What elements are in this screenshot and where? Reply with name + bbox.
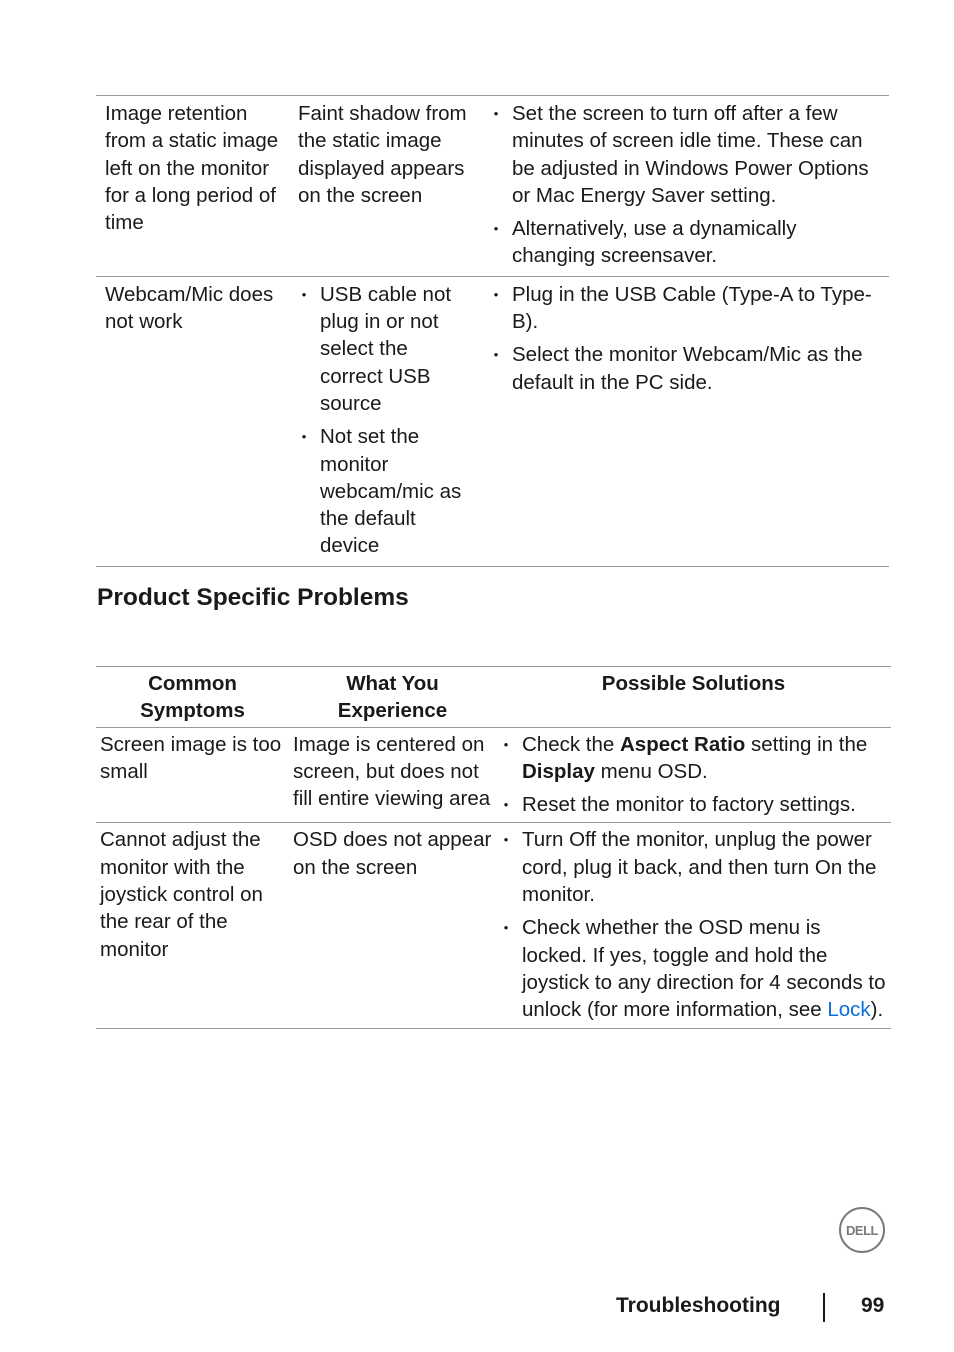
- column-header-symptoms: Common Symptoms: [140, 672, 245, 723]
- experience-cell: OSD does not appear on the screen: [293, 828, 492, 879]
- solutions-cell: [496, 823, 891, 1028]
- symptom-cell: Screen image is too small: [100, 732, 282, 783]
- dell-logo: [839, 1207, 885, 1253]
- symptom-cell: Image retention from a static image left on the monitor for a long period of time: [105, 102, 279, 235]
- list-item: • Alternatively, use a dynamically changing screensaver.: [490, 215, 881, 270]
- bullet-icon: •: [493, 347, 499, 363]
- bullet-icon: •: [503, 797, 509, 813]
- bullet-icon: •: [503, 832, 509, 848]
- solutions-cell: [496, 727, 891, 823]
- solutions-cell: [481, 96, 889, 277]
- bullet-icon: •: [503, 736, 509, 752]
- table-row: [96, 96, 889, 277]
- list-item: • Plug in the USB Cable (Type-A to Type-B).: [490, 281, 881, 336]
- product-specific-problems-table: [96, 666, 891, 1029]
- column-header-solutions: Possible Solutions: [601, 672, 786, 695]
- experience-cell: [289, 276, 481, 566]
- table-header-row: [96, 667, 891, 728]
- table-row: [96, 727, 891, 823]
- list-item: • Check the Aspect Ratio setting in the Display menu OSD.: [500, 731, 887, 786]
- lock-link[interactable]: Lock: [827, 998, 871, 1022]
- list-item: • Set the screen to turn off after a few minutes of screen idle time. These can be adjusted in Windows Power Options or Mac Energy Saver setting.: [490, 100, 881, 209]
- list-item: • Turn Off the monitor, unplug the power cord, plug it back, and then turn On the monitor.: [500, 826, 887, 908]
- list-item: • USB cable not plug in or not select the correct USB source: [298, 281, 473, 417]
- list-item: • Not set the monitor webcam/mic as the default device: [298, 423, 473, 559]
- experience-cell: Image is centered on screen, but does not fill entire viewing area: [293, 732, 491, 811]
- bullet-icon: •: [493, 286, 499, 302]
- footer-section-title: Troubleshooting: [616, 1294, 781, 1317]
- table-row: [96, 823, 891, 1028]
- symptom-cell: Cannot adjust the monitor with the joystick control on the rear of the monitor: [100, 828, 263, 961]
- bullet-icon: •: [301, 286, 307, 302]
- list-item: • Check whether the OSD menu is locked. If yes, toggle and hold the joystick to any direction for 4 seconds to unlock (for more information, see Lock).: [500, 914, 887, 1023]
- logo-text: DELL: [846, 1222, 878, 1238]
- symptom-cell: Webcam/Mic does not work: [105, 282, 274, 334]
- footer-divider: [823, 1293, 825, 1322]
- aspect-ratio-setting-name: Aspect Ratio: [620, 732, 746, 756]
- bullet-icon: •: [503, 920, 509, 936]
- experience-cell: Faint shadow from the static image displayed appears on the screen: [298, 102, 467, 207]
- display-menu-name: Display: [522, 759, 595, 783]
- section-title: Product Specific Problems: [97, 584, 409, 611]
- list-item: • Select the monitor Webcam/Mic as the default in the PC side.: [490, 341, 881, 396]
- table-row: [96, 276, 889, 566]
- troubleshooting-table-continued: [96, 95, 889, 567]
- solutions-cell: [481, 276, 889, 566]
- column-header-experience: What You Experience: [337, 672, 448, 723]
- bullet-icon: •: [301, 429, 307, 445]
- bullet-icon: •: [493, 221, 499, 237]
- page-number: 99: [861, 1294, 885, 1317]
- list-item: • Reset the monitor to factory settings.: [500, 791, 887, 818]
- bullet-icon: •: [493, 106, 499, 121]
